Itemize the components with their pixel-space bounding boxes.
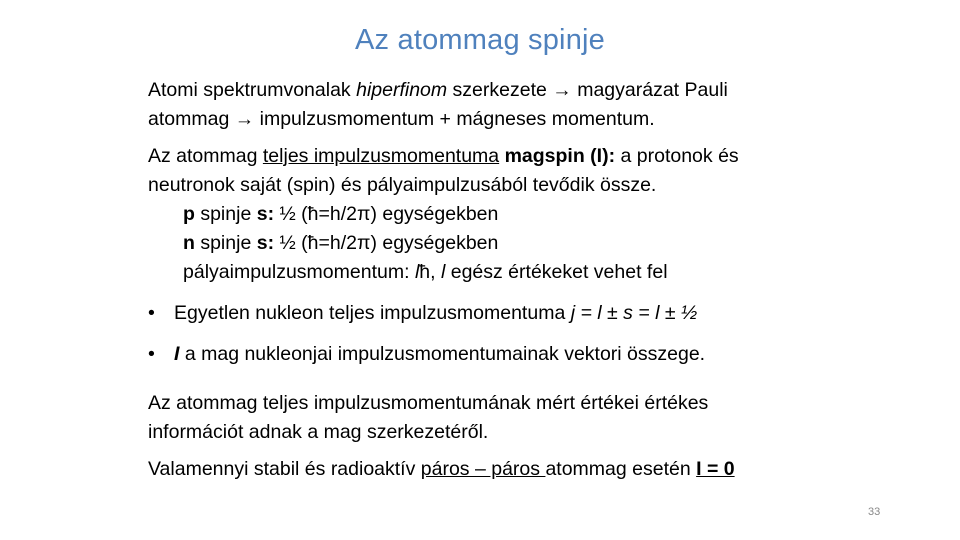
hyperfine-term: hiperfinom	[356, 79, 448, 101]
text: Az atommag	[148, 145, 263, 167]
text: magyarázat Pauli	[571, 79, 728, 101]
slide-title: Az atommag spinje	[354, 24, 605, 56]
text: Valamennyi stabil és radioaktív	[148, 458, 421, 480]
paragraph-measured-values	[148, 389, 868, 447]
paragraph-even-even	[148, 455, 868, 484]
bullet-item-nucleon	[148, 299, 868, 328]
bullet-dot-icon: •	[148, 302, 155, 324]
paragraph-hyperfine	[148, 76, 868, 134]
spin-symbol: s:	[256, 203, 275, 225]
text: Atomi spektrumvonalak	[148, 79, 357, 101]
text: pályaimpulzusmomentum:	[183, 261, 415, 283]
text: neutronok saját (spin) és pályaimpulzusából tevődik össze.	[148, 174, 657, 196]
neutron-symbol: n	[183, 232, 195, 254]
arrow-right-icon: →	[234, 108, 255, 130]
text: egész értékeket vehet fel	[445, 261, 668, 283]
l-symbol: l	[414, 261, 420, 283]
proton-spin-line	[148, 200, 868, 229]
even-even-term: páros – páros	[420, 458, 546, 480]
text: spinje	[194, 203, 257, 225]
text: impulzusmomentum + mágneses momentum.	[254, 108, 655, 130]
underlined-term: teljes impulzusmomentuma	[262, 145, 500, 167]
magspin-term: magspin (I):	[499, 145, 616, 167]
text: szerkezete	[447, 79, 553, 101]
text: ħ,	[419, 261, 441, 283]
bullet-item-vector-sum	[148, 340, 868, 369]
bullet-dot-icon: •	[148, 343, 155, 365]
slide-content	[148, 76, 868, 484]
formula: j = l ± s = l ± ½	[570, 302, 698, 324]
orbital-momentum-line	[148, 258, 868, 287]
proton-symbol: p	[183, 203, 195, 225]
I-symbol: I	[174, 343, 180, 365]
page-number: 33	[868, 506, 881, 518]
text: ½ (ħ=h/2π) egységekben	[274, 232, 499, 254]
text: atommag esetén	[545, 458, 697, 480]
text: spinje	[194, 232, 257, 254]
paragraph-nuclear-spin	[148, 142, 868, 200]
text: a protonok és	[615, 145, 739, 167]
text: Egyetlen nukleon teljes impulzusmomentuma	[174, 302, 571, 324]
text: atommag	[148, 108, 235, 130]
neutron-spin-line	[148, 229, 868, 258]
l-symbol: l	[440, 261, 446, 283]
text: ½ (ħ=h/2π) egységekben	[274, 203, 499, 225]
spin-zero-term: I = 0	[696, 458, 735, 480]
text: Az atommag teljes impulzusmomentumának mért értékei értékes	[148, 392, 709, 414]
text: információt adnak a mag szerkezetéről.	[148, 421, 489, 443]
text: a mag nukleonjai impulzusmomentumainak vektori összege.	[179, 343, 706, 365]
spin-symbol: s:	[256, 232, 275, 254]
arrow-right-icon: →	[552, 79, 572, 101]
